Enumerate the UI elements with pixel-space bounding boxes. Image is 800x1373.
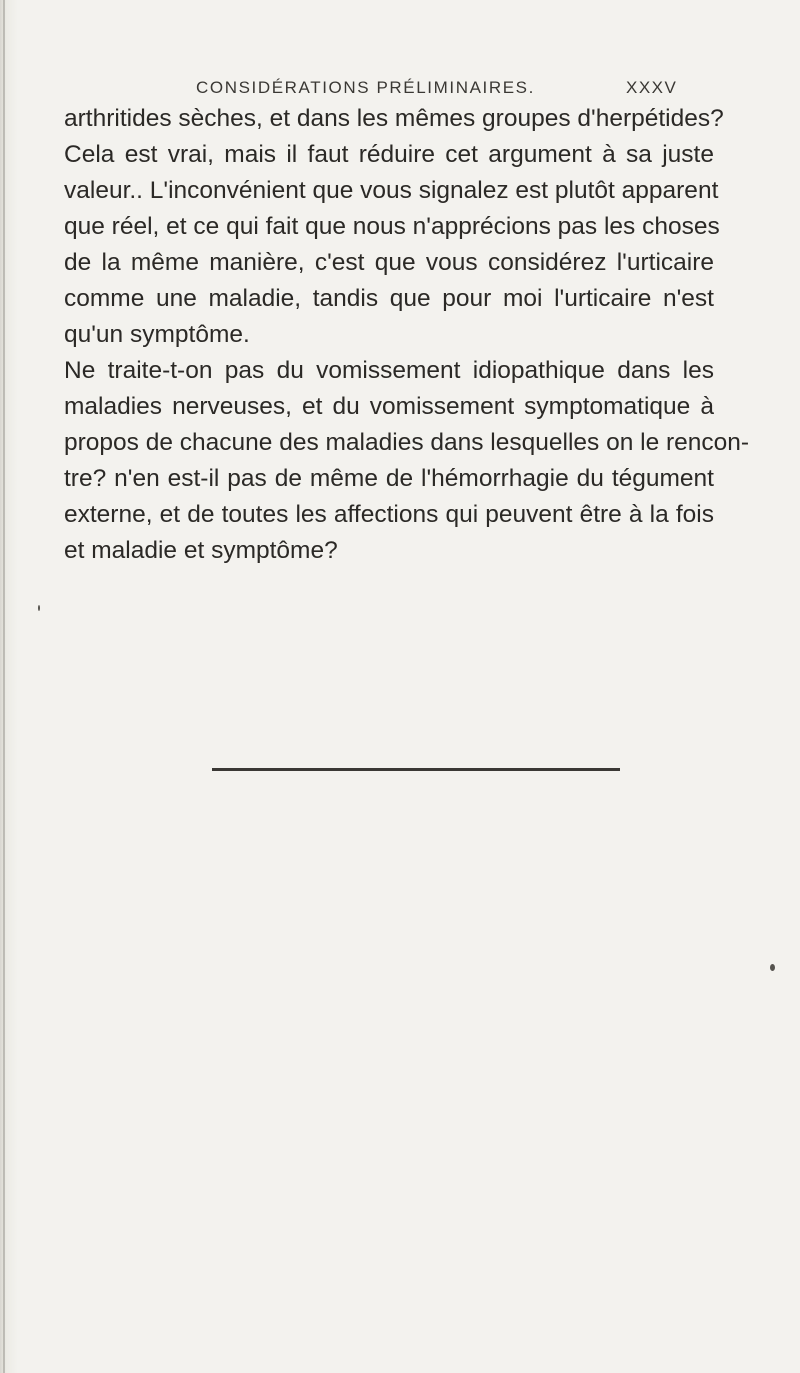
- text-line: valeur.. L'inconvénient que vous signalez est plutôt apparent: [64, 177, 719, 204]
- text-line: de la même manière, c'est que vous considérez l'urticaire: [64, 249, 714, 276]
- text-line: que réel, et ce qui fait que nous n'apprécions pas les choses: [64, 213, 720, 240]
- text-line: qu'un symptôme.: [64, 321, 250, 348]
- page-number: XXXV: [626, 78, 678, 97]
- page-binding-edge: [3, 0, 5, 1373]
- text-line: tre? n'en est-il pas de même de l'hémorrhagie du tégument: [64, 465, 714, 492]
- text-line: Ne traite-t-on pas du vomissement idiopathique dans les: [64, 357, 714, 384]
- text-line: maladies nerveuses, et du vomissement symptomatique à: [64, 393, 714, 420]
- text-line: et maladie et symptôme?: [64, 537, 338, 564]
- running-title: CONSIDÉRATIONS PRÉLIMINAIRES.: [196, 78, 535, 97]
- ink-speck: [770, 964, 775, 971]
- section-divider-rule: [212, 768, 620, 771]
- text-line: propos de chacune des maladies dans lesquelles on le rencon-: [64, 429, 750, 456]
- text-line: externe, et de toutes les affections qui peuvent être à la fois: [64, 501, 714, 528]
- text-line: arthritides sèches, et dans les mêmes groupes d'herpétides?: [64, 105, 724, 132]
- text-line: comme une maladie, tandis que pour moi l'urticaire n'est: [64, 285, 714, 312]
- ink-speck: [38, 605, 40, 611]
- text-line: Cela est vrai, mais il faut réduire cet argument à sa juste: [64, 141, 714, 168]
- body-text: [64, 101, 750, 569]
